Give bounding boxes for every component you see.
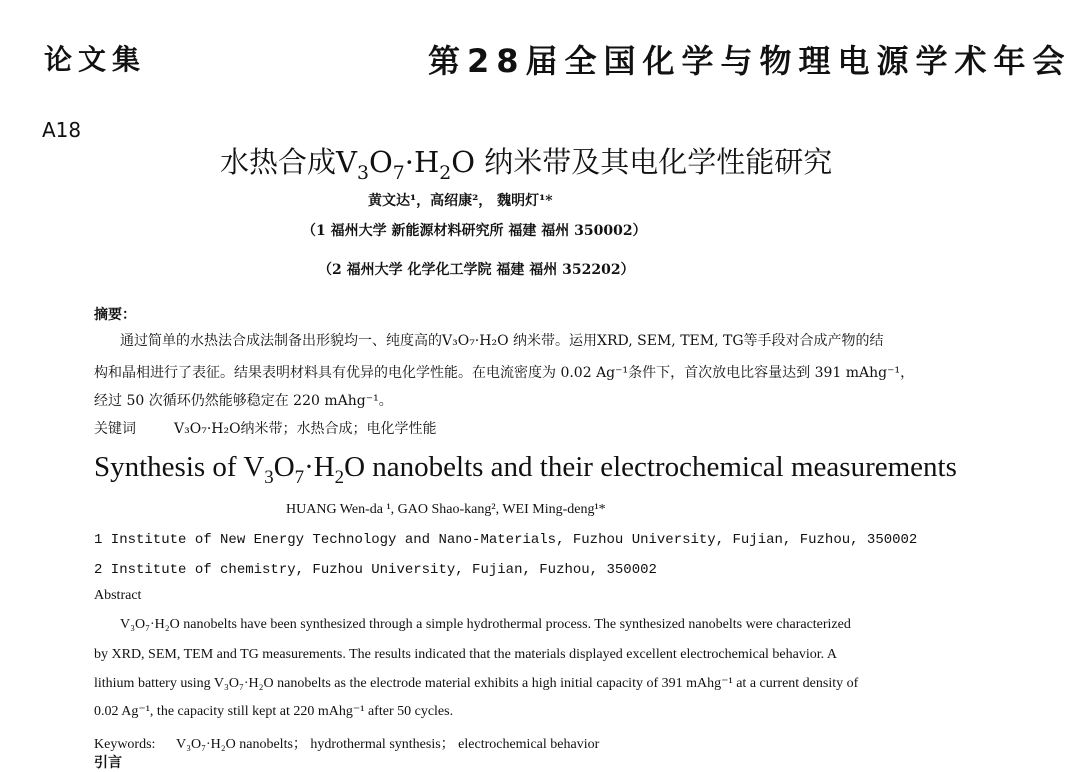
abstract-label-chinese: 摘要： xyxy=(94,307,136,323)
keywords-text-english: V₃O₇·H₂O nanobelts； hydrothermal synthesis； electrochemical behavior xyxy=(176,737,600,752)
affiliation-english-1: 1 Institute of New Energy Technology and Nano-Materials, Fuzhou University, Fujian, Fuzhou, 350002 xyxy=(94,532,918,548)
keywords-label-english: Keywords: xyxy=(94,737,156,752)
abstract-chinese-line-2: 构和晶相进行了表征。结果表明材料具有优异的电化学性能。在电流密度为 0.02 Ag⁻¹条件下，首次放电比容量达到 391 mAhg⁻¹， xyxy=(94,365,915,381)
introduction-heading-cut-off: 引言 xyxy=(94,755,122,771)
abstract-english-line-2: by XRD, SEM, TEM and TG measurements. The results indicated that the materials displayed excellent electrochemical behavior. A xyxy=(94,647,837,662)
authors-english: HUANG Wen-da ¹, GAO Shao-kang², WEI Ming-deng¹* xyxy=(286,502,606,517)
abstract-chinese-line-3: 经过 50 次循环仍然能够稳定在 220 mAhg⁻¹。 xyxy=(94,393,393,409)
keywords-chinese xyxy=(94,418,437,438)
abstract-chinese-line-1: 通过简单的水热法合成法制备出形貌均一、纯度高的V₃O₇·H₂O 纳米带。运用XRD, SEM, TEM, TG等手段对合成产物的结 xyxy=(120,333,884,349)
header-conference-title: 第28届全国化学与物理电源学术年会 xyxy=(428,42,1072,80)
abstract-english-line-3: lithium battery using V₃O₇·H₂O nanobelts as the electrode material exhibits a high initial capacity of 391 mAhg⁻¹ at a current density of xyxy=(94,676,859,691)
title-chinese: 水热合成$V_3O_7\cdot H_2O$ 纳米带及其电化学性能研究 xyxy=(220,145,833,184)
abstract-label-english: Abstract xyxy=(94,588,142,603)
paper-code: A18 xyxy=(42,118,82,142)
keywords-text-chinese: V₃O₇·H₂O纳米带；水热合成；电化学性能 xyxy=(174,421,437,437)
affiliation-english-2: 2 Institute of chemistry, Fuzhou University, Fujian, Fuzhou, 350002 xyxy=(94,562,657,578)
title-english: Synthesis of $V_3O_7\cdot H_2O$ nanobelts and their electrochemical measurements xyxy=(94,451,957,488)
affiliation-chinese-1: （1 福州大学 新能源材料研究所 福建 福州 350002） xyxy=(302,223,647,239)
header-collection-title: 论文集 xyxy=(44,43,147,76)
keywords-english xyxy=(94,733,599,753)
keywords-label-chinese: 关键词 xyxy=(94,421,136,437)
authors-chinese: 黄文达¹，高绍康²， 魏明灯¹* xyxy=(368,193,553,209)
abstract-english-line-1: V₃O₇·H₂O nanobelts have been synthesized through a simple hydrothermal process. The synthesized nanobelts were characterized xyxy=(120,617,851,632)
affiliation-chinese-2: （2 福州大学 化学化工学院 福建 福州 352202） xyxy=(318,262,635,278)
abstract-english-line-4: 0.02 Ag⁻¹, the capacity still kept at 220 mAhg⁻¹ after 50 cycles. xyxy=(94,704,454,719)
